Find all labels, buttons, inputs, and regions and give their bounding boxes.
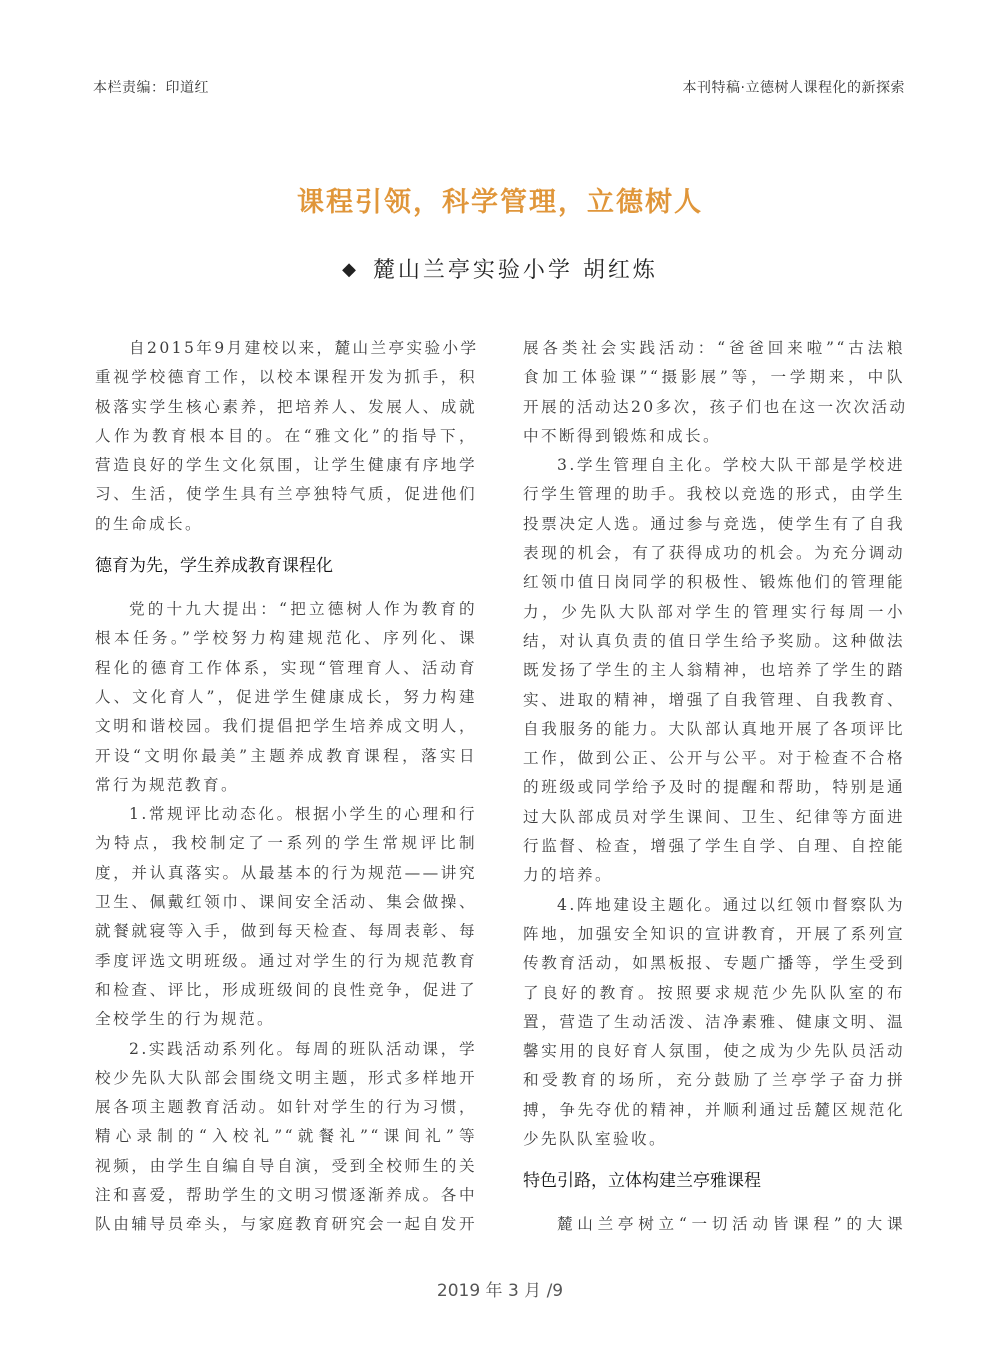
text-line: 传教育活动，如黑板报、专题广播等，学生受到 xyxy=(523,954,905,973)
text-line: 过大队部成员对学生课间、卫生、纪律等方面进 xyxy=(523,807,905,826)
text-line: 季度评选文明班级。通过对学生的行为规范教育 xyxy=(95,951,477,970)
text-line: 展各类社会实践活动：“爸爸回来啦”“古法粮 xyxy=(523,339,905,357)
text-line: 展各项主题教育活动。如针对学生的行为习惯， xyxy=(95,1098,477,1117)
paragraph-continued xyxy=(523,334,908,451)
paragraph xyxy=(523,451,905,890)
text-line: 中不断得到锻炼和成长。 xyxy=(523,426,721,445)
left-column xyxy=(95,334,477,1240)
paragraph xyxy=(95,1035,477,1240)
text-line: 实、进取的精神，增强了自我管理、自我教育、 xyxy=(523,690,905,709)
section-heading: 德育为先，学生养成教育课程化 xyxy=(95,556,333,577)
text-line: 3.学生管理自主化。学校大队干部是学校进 xyxy=(557,456,905,475)
text-line: 全校学生的行为规范。 xyxy=(95,1010,275,1029)
text-line: 开设“文明你最美”主题养成教育课程，落实日 xyxy=(95,746,477,765)
text-line: 习、生活，使学生具有兰亭独特气质，促进他们 xyxy=(95,485,477,504)
text-line: 人、文化育人”，促进学生健康成长，努力构建 xyxy=(95,687,477,706)
text-line: 投票决定人选。通过参与竞选，使学生有了自我 xyxy=(523,514,905,533)
paragraph xyxy=(95,595,477,800)
paragraph xyxy=(523,1210,905,1239)
text-line: 红领巾值日岗同学的积极性、锻炼他们的管理能 xyxy=(523,573,905,592)
text-line: 就餐就寝等入手，做到每天检查、每周表彰、每 xyxy=(95,922,477,941)
column-title: 本刊特稿·立德树人课程化的新探索 xyxy=(682,80,905,96)
text-line: 2.实践活动系列化。每周的班队活动课，学 xyxy=(129,1039,477,1058)
text-line: 人作为教育根本目的。在“雅文化”的指导下， xyxy=(95,426,477,445)
text-line: 常行为规范教育。 xyxy=(95,775,239,794)
page-footer-date-page-number: 2019 年 3 月 /9 xyxy=(436,1281,564,1301)
text-line: 文明和谐校园。我们提倡把学生培养成文明人， xyxy=(95,717,477,736)
text-line: 党的十九大提出：“把立德树人作为教育的 xyxy=(129,600,477,619)
text-line: 行学生管理的助手。我校以竞选的形式，由学生 xyxy=(523,485,905,504)
byline xyxy=(0,253,1000,284)
text-line: 行监督、检查，增强了学生自学、自理、自控能 xyxy=(523,837,905,856)
paragraph-intro xyxy=(95,334,477,539)
text-line: 重视学校德育工作，以校本课程开发为抓手，积 xyxy=(95,368,477,387)
text-line: 力，少先队大队部对学生的管理实行每周一小 xyxy=(523,602,905,621)
text-line: 和受教育的场所，充分鼓励了兰亭学子奋力拼 xyxy=(523,1071,905,1090)
text-line: 既发扬了学生的主人翁精神，也培养了学生的踏 xyxy=(523,661,905,680)
author-affiliation: 麓山兰亭实验小学 胡红炼 xyxy=(372,258,658,283)
text-line: 视频，由学生自编自导自演，受到全校师生的关 xyxy=(95,1156,477,1175)
text-line: 置，营造了生动活泼、洁净素雅、健康文明、温 xyxy=(523,1012,905,1031)
text-line: 1.常规评比动态化。根据小学生的心理和行 xyxy=(129,805,477,824)
text-line: 根本任务。”学校努力构建规范化、序列化、课 xyxy=(95,629,477,648)
text-line: 阵地，加强安全知识的宣讲教育，开展了系列宣 xyxy=(523,924,905,943)
section-heading: 特色引路，立体构建兰亭雅课程 xyxy=(523,1171,761,1192)
text-line: 表现的机会，有了获得成功的机会。为充分调动 xyxy=(523,544,905,563)
text-line: 队由辅导员牵头，与家庭教育研究会一起自发开 xyxy=(95,1215,477,1234)
text-line: 自我服务的能力。大队部认真地开展了各项评比 xyxy=(523,719,905,738)
text-line: 极落实学生核心素养，把培养人、发展人、成就 xyxy=(95,397,477,416)
text-line: 搏，争先夺优的精神，并顺利通过岳麓区规范化 xyxy=(523,1100,905,1119)
section-editor-credit: 本栏责编：印道红 xyxy=(93,80,209,96)
text-line: 了良好的教育。按照要求规范少先队队室的布 xyxy=(523,983,905,1002)
text-line: 卫生、佩戴红领巾、课间安全活动、集会做操、 xyxy=(95,893,477,912)
text-line: 开展的活动达20多次，孩子们也在这一次次活动 xyxy=(523,397,908,416)
text-line: 工作，做到公正、公开与公平。对于检查不合格 xyxy=(523,749,905,768)
right-column xyxy=(523,334,908,1240)
paragraph xyxy=(95,800,477,1034)
article-title: 课程引领，科学管理，立德树人 xyxy=(297,187,703,218)
text-line: 的生命成长。 xyxy=(95,514,203,533)
text-line: 校少先队大队部会围绕文明主题，形式多样地开 xyxy=(95,1068,477,1087)
text-line: 力的培养。 xyxy=(523,866,613,885)
paragraph xyxy=(523,891,905,1155)
text-line: 少先队队室验收。 xyxy=(523,1130,667,1149)
text-line: 程化的德育工作体系，实现“管理育人、活动育 xyxy=(95,658,477,677)
text-line: 馨实用的良好育人氛围，使之成为少先队员活动 xyxy=(523,1042,905,1061)
text-line: 注和喜爱，帮助学生的文明习惯逐渐养成。各中 xyxy=(95,1186,477,1205)
text-line: 食加工体验课”“摄影展”等，一学期来，中队 xyxy=(523,368,905,387)
diamond-bullet-icon: ◆ xyxy=(342,259,359,280)
text-line: 4.阵地建设主题化。通过以红领巾督察队为 xyxy=(557,895,905,914)
text-line: 营造良好的学生文化氛围，让学生健康有序地学 xyxy=(95,456,477,475)
text-line: 和检查、评比，形成班级间的良性竞争，促进了 xyxy=(95,980,477,999)
text-line: 麓山兰亭树立“一切活动皆课程”的大课 xyxy=(557,1215,905,1234)
text-line: 为特点，我校制定了一系列的学生常规评比制 xyxy=(95,834,477,853)
text-line: 结，对认真负责的值日学生给予奖励。这种做法 xyxy=(523,631,905,650)
text-line: 自2015年9月建校以来，麓山兰亭实验小学 xyxy=(129,339,479,357)
text-line: 精心录制的“入校礼”“就餐礼”“课间礼”等 xyxy=(95,1127,477,1146)
text-line: 的班级或同学给予及时的提醒和帮助，特别是通 xyxy=(523,778,905,797)
text-line: 度，并认真落实。从最基本的行为规范——讲究 xyxy=(95,863,477,882)
